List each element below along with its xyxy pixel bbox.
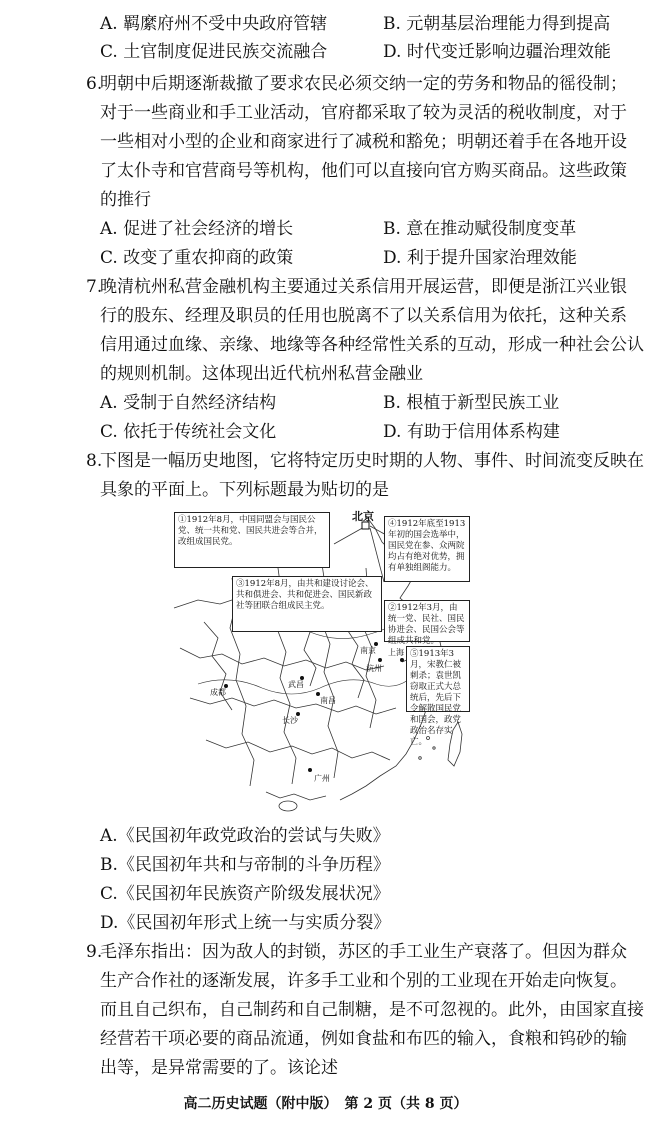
q5-option-d: D. 时代变迁影响边疆治理效能 <box>383 42 611 62</box>
map-label-hangzhou: 杭州 <box>366 664 382 673</box>
map-callout-2: ②1912年3月，由统一党、民社、国民协进会、民国公会等组成共和党。 <box>384 600 470 642</box>
q7-stem-line-4: 的规则机制。这体现出近代杭州私营金融业 <box>100 364 423 384</box>
q5-option-b: B. 元朝基层治理能力得到提高 <box>383 14 611 34</box>
q8-stem-line-1: 下图是一幅历史地图，它将特定历史时期的人物、事件、时间流变反映在 <box>100 451 644 471</box>
q7-option-a: A. 受制于自然经济结构 <box>100 393 277 413</box>
q7-stem-line-2: 行的股东、经理及职员的任用也脱离不了以关系信用为依托，这种关系 <box>100 306 627 326</box>
map-callout-1: ①1912年8月，中国同盟会与国民公党、统一共和党、国民共进会等合并，改组成国民党。 <box>174 512 330 568</box>
q9-stem-line-5: 出等，是异常需要的了。该论述 <box>100 1058 338 1078</box>
q7-option-c: C. 依托于传统社会文化 <box>100 422 277 442</box>
q6-stem-line-5: 的推行 <box>100 190 151 210</box>
q9-stem-line-2: 生产合作社的逐渐发展，许多手工业和个别的工业现在开始走向恢复。 <box>100 971 627 991</box>
q9-stem-line-1: 毛泽东指出：因为敌人的封锁，苏区的手工业生产衰落了。但因为群众 <box>100 942 627 962</box>
q5-option-a: A. 羁縻府州不受中央政府管辖 <box>100 14 328 34</box>
q8-number: 8. <box>86 451 103 471</box>
q8-option-a: A.《民国初年政党政治的尝试与失败》 <box>100 826 390 846</box>
q8-option-c: C.《民国初年民族资产阶级发展状况》 <box>100 884 390 904</box>
map-label-nanchang: 南昌 <box>320 696 336 705</box>
q8-stem-line-2: 具象的平面上。下列标题最为贴切的是 <box>100 480 389 500</box>
q6-stem-line-1: 明朝中后期逐渐裁撤了要求农民必须交纳一定的劳务和物品的徭役制； <box>100 74 627 94</box>
q7-option-b: B. 根植于新型民族工业 <box>383 393 560 413</box>
q6-option-c: C. 改变了重农抑商的政策 <box>100 248 294 268</box>
map-label-guangzhou: 广州 <box>314 774 330 783</box>
q6-option-d: D. 利于提升国家治理效能 <box>383 248 577 268</box>
map-callout-3: ③1912年8月，由共和建设讨论会、共和俱进会、共和促进会、国民新政社等团联合组成民主党。 <box>232 576 382 632</box>
q7-stem-line-1: 晚清杭州私营金融机构主要通过关系信用开展运营，即便是浙江兴业银 <box>100 277 627 297</box>
map-label-beijing: 北京 <box>352 510 374 523</box>
q5-option-c: C. 土官制度促进民族交流融合 <box>100 42 328 62</box>
map-label-shanghai: 上海 <box>388 648 404 657</box>
map-label-changsha: 长沙 <box>282 716 298 725</box>
q8-option-d: D.《民国初年形式上统一与实质分裂》 <box>100 913 391 933</box>
map-label-chengdu: 成都 <box>210 688 226 697</box>
q9-number: 9. <box>86 942 103 962</box>
q7-stem-line-3: 信用通过血缘、亲缘、地缘等各种经常性关系的互动，形成一种社会公认 <box>100 335 644 355</box>
q9-stem-line-3: 而且自己织布，自己制药和自己制糖，是不可忽视的。此外，由国家直接 <box>100 1000 644 1020</box>
map-callout-4: ④1912年底至1913年初的国会选举中，国民党在参、众两院均占有绝对优势，拥有单独组阁能力。 <box>384 516 470 582</box>
map-callout-5: ⑤1913年3月，宋教仁被刺杀；袁世凯窃取正式大总统后，先后下令解散国民党和国会，政党政治名存实亡。 <box>406 646 470 712</box>
q6-number: 6. <box>86 74 103 94</box>
map-label-wuchang: 武昌 <box>288 680 304 689</box>
q6-stem-line-4: 了太仆寺和官营商号等机构，他们可以直接向官方购买商品。这些政策 <box>100 161 627 181</box>
q6-option-b: B. 意在推动赋役制度变革 <box>383 219 577 239</box>
map-label-nanjing: 南京 <box>360 646 376 655</box>
historical-map <box>170 508 472 814</box>
q6-stem-line-3: 一些相对小型的企业和商家进行了减税和豁免；明朝还着手在各地开设 <box>100 132 627 152</box>
q6-stem-line-2: 对于一些商业和手工业活动，官府都采取了较为灵活的税收制度，对于 <box>100 103 627 123</box>
q7-option-d: D. 有助于信用体系构建 <box>383 422 560 442</box>
page-footer: 高二历史试题（附中版） 第 2 页（共 8 页） <box>183 1096 468 1112</box>
q6-option-a: A. 促进了社会经济的增长 <box>100 219 294 239</box>
q9-stem-line-4: 经营若干项必要的商品流通，例如食盐和布匹的输入，食粮和钨砂的输 <box>100 1029 627 1049</box>
q8-option-b: B.《民国初年共和与帝制的斗争历程》 <box>100 855 390 875</box>
q7-number: 7. <box>86 277 103 297</box>
